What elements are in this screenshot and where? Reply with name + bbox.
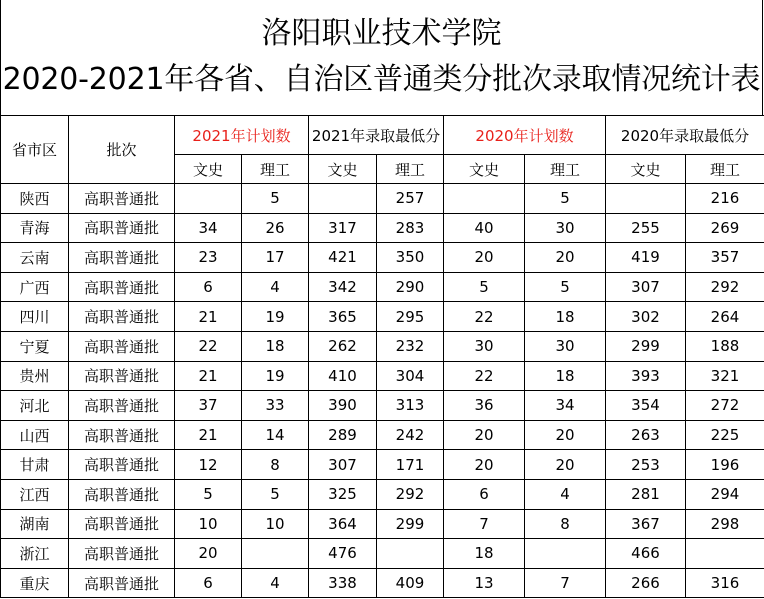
value-cell: 350 (377, 243, 444, 273)
value-cell: 6 (175, 568, 242, 598)
plan-2021-header: 2021年计划数 (175, 116, 309, 155)
value-cell: 299 (606, 331, 686, 361)
value-cell: 225 (686, 420, 764, 450)
value-cell: 20 (525, 420, 606, 450)
value-cell (525, 539, 606, 569)
value-cell: 307 (606, 272, 686, 302)
value-cell: 10 (242, 509, 309, 539)
table-row (1, 509, 764, 539)
province-cell: 河北 (1, 391, 69, 421)
value-cell: 23 (175, 243, 242, 273)
batch-cell: 高职普通批 (69, 302, 175, 332)
province-header: 省市区 (1, 116, 69, 184)
value-cell: 298 (686, 509, 764, 539)
subheader-science: 理工 (242, 155, 309, 184)
value-cell: 342 (309, 272, 377, 302)
value-cell: 316 (686, 568, 764, 598)
value-cell: 18 (444, 539, 525, 569)
title-area (0, 0, 763, 116)
value-cell: 299 (377, 509, 444, 539)
subheader-liberal-arts: 文史 (175, 155, 242, 184)
table-row (1, 213, 764, 243)
value-cell: 476 (309, 539, 377, 569)
value-cell: 7 (444, 509, 525, 539)
value-cell: 20 (525, 243, 606, 273)
value-cell: 264 (686, 302, 764, 332)
plan-2020-header: 2020年计划数 (444, 116, 606, 155)
value-cell: 242 (377, 420, 444, 450)
value-cell: 357 (686, 243, 764, 273)
value-cell: 255 (606, 213, 686, 243)
college-title: 洛阳职业技术学院 (261, 16, 502, 51)
value-cell: 19 (242, 361, 309, 391)
batch-cell: 高职普通批 (69, 361, 175, 391)
value-cell: 30 (525, 331, 606, 361)
value-cell: 12 (175, 450, 242, 480)
subheader-liberal-arts: 文史 (606, 155, 686, 184)
value-cell: 367 (606, 509, 686, 539)
value-cell: 18 (242, 331, 309, 361)
value-cell: 4 (242, 568, 309, 598)
value-cell (686, 539, 764, 569)
value-cell: 13 (444, 568, 525, 598)
value-cell: 302 (606, 302, 686, 332)
batch-cell: 高职普通批 (69, 331, 175, 361)
value-cell: 21 (175, 361, 242, 391)
value-cell: 304 (377, 361, 444, 391)
value-cell: 232 (377, 331, 444, 361)
batch-cell: 高职普通批 (69, 450, 175, 480)
province-cell: 浙江 (1, 539, 69, 569)
min-score-2020-header: 2020年录取最低分 (606, 116, 764, 155)
value-cell: 364 (309, 509, 377, 539)
value-cell: 22 (444, 302, 525, 332)
value-cell: 365 (309, 302, 377, 332)
province-cell: 陕西 (1, 184, 69, 214)
value-cell: 17 (242, 243, 309, 273)
value-cell: 5 (525, 272, 606, 302)
value-cell: 5 (175, 479, 242, 509)
value-cell: 216 (686, 184, 764, 214)
batch-cell: 高职普通批 (69, 213, 175, 243)
value-cell: 317 (309, 213, 377, 243)
value-cell: 5 (242, 479, 309, 509)
value-cell: 5 (444, 272, 525, 302)
value-cell (242, 539, 309, 569)
value-cell: 419 (606, 243, 686, 273)
value-cell: 262 (309, 331, 377, 361)
value-cell: 21 (175, 420, 242, 450)
value-cell: 292 (377, 479, 444, 509)
value-cell: 34 (175, 213, 242, 243)
value-cell: 292 (686, 272, 764, 302)
value-cell: 14 (242, 420, 309, 450)
value-cell: 266 (606, 568, 686, 598)
admission-table (0, 115, 764, 598)
value-cell (175, 184, 242, 214)
subheader-science: 理工 (525, 155, 606, 184)
value-cell: 20 (175, 539, 242, 569)
value-cell: 295 (377, 302, 444, 332)
value-cell: 269 (686, 213, 764, 243)
province-cell: 广西 (1, 272, 69, 302)
value-cell: 466 (606, 539, 686, 569)
table-row (1, 391, 764, 421)
province-cell: 山西 (1, 420, 69, 450)
value-cell: 283 (377, 213, 444, 243)
value-cell: 294 (686, 479, 764, 509)
value-cell: 5 (242, 184, 309, 214)
subheader-science: 理工 (377, 155, 444, 184)
table-row (1, 420, 764, 450)
value-cell: 20 (444, 420, 525, 450)
value-cell: 10 (175, 509, 242, 539)
value-cell: 409 (377, 568, 444, 598)
min-score-2021-header: 2021年录取最低分 (309, 116, 444, 155)
batch-cell: 高职普通批 (69, 509, 175, 539)
province-cell: 贵州 (1, 361, 69, 391)
value-cell: 281 (606, 479, 686, 509)
table-row (1, 243, 764, 273)
value-cell: 6 (175, 272, 242, 302)
header-row (1, 116, 764, 155)
batch-cell: 高职普通批 (69, 391, 175, 421)
value-cell: 263 (606, 420, 686, 450)
value-cell: 8 (242, 450, 309, 480)
batch-cell: 高职普通批 (69, 184, 175, 214)
province-cell: 甘肃 (1, 450, 69, 480)
value-cell: 30 (444, 331, 525, 361)
value-cell: 313 (377, 391, 444, 421)
batch-cell: 高职普通批 (69, 539, 175, 569)
subheader-science: 理工 (686, 155, 764, 184)
value-cell: 20 (444, 450, 525, 480)
table-row (1, 539, 764, 569)
value-cell (606, 184, 686, 214)
value-cell: 338 (309, 568, 377, 598)
value-cell: 257 (377, 184, 444, 214)
value-cell: 307 (309, 450, 377, 480)
batch-cell: 高职普通批 (69, 272, 175, 302)
value-cell: 290 (377, 272, 444, 302)
value-cell: 20 (525, 450, 606, 480)
value-cell: 390 (309, 391, 377, 421)
value-cell: 253 (606, 450, 686, 480)
table-row (1, 450, 764, 480)
value-cell: 18 (525, 361, 606, 391)
table-row (1, 331, 764, 361)
province-cell: 云南 (1, 243, 69, 273)
value-cell (377, 539, 444, 569)
province-cell: 青海 (1, 213, 69, 243)
value-cell: 421 (309, 243, 377, 273)
table-row (1, 272, 764, 302)
value-cell: 22 (444, 361, 525, 391)
value-cell: 325 (309, 479, 377, 509)
value-cell: 272 (686, 391, 764, 421)
batch-cell: 高职普通批 (69, 479, 175, 509)
value-cell: 40 (444, 213, 525, 243)
table-row (1, 568, 764, 598)
table-title: 2020-2021年各省、自治区普通类分批次录取情况统计表 (2, 62, 761, 97)
value-cell: 196 (686, 450, 764, 480)
province-cell: 四川 (1, 302, 69, 332)
value-cell: 21 (175, 302, 242, 332)
value-cell: 7 (525, 568, 606, 598)
province-cell: 宁夏 (1, 331, 69, 361)
value-cell (444, 184, 525, 214)
table-row (1, 361, 764, 391)
value-cell: 171 (377, 450, 444, 480)
value-cell: 30 (525, 213, 606, 243)
value-cell: 354 (606, 391, 686, 421)
value-cell: 410 (309, 361, 377, 391)
value-cell: 34 (525, 391, 606, 421)
value-cell: 5 (525, 184, 606, 214)
batch-cell: 高职普通批 (69, 243, 175, 273)
value-cell: 20 (444, 243, 525, 273)
batch-cell: 高职普通批 (69, 420, 175, 450)
value-cell: 393 (606, 361, 686, 391)
value-cell: 33 (242, 391, 309, 421)
value-cell: 37 (175, 391, 242, 421)
table-row (1, 184, 764, 214)
value-cell: 8 (525, 509, 606, 539)
value-cell: 36 (444, 391, 525, 421)
batch-cell: 高职普通批 (69, 568, 175, 598)
table-row (1, 302, 764, 332)
value-cell (309, 184, 377, 214)
value-cell: 6 (444, 479, 525, 509)
value-cell: 22 (175, 331, 242, 361)
value-cell: 188 (686, 331, 764, 361)
value-cell: 18 (525, 302, 606, 332)
value-cell: 26 (242, 213, 309, 243)
subheader-liberal-arts: 文史 (444, 155, 525, 184)
province-cell: 重庆 (1, 568, 69, 598)
batch-header: 批次 (69, 116, 175, 184)
value-cell: 19 (242, 302, 309, 332)
value-cell: 4 (525, 479, 606, 509)
subheader-liberal-arts: 文史 (309, 155, 377, 184)
value-cell: 4 (242, 272, 309, 302)
province-cell: 江西 (1, 479, 69, 509)
table-row (1, 479, 764, 509)
province-cell: 湖南 (1, 509, 69, 539)
value-cell: 289 (309, 420, 377, 450)
value-cell: 321 (686, 361, 764, 391)
